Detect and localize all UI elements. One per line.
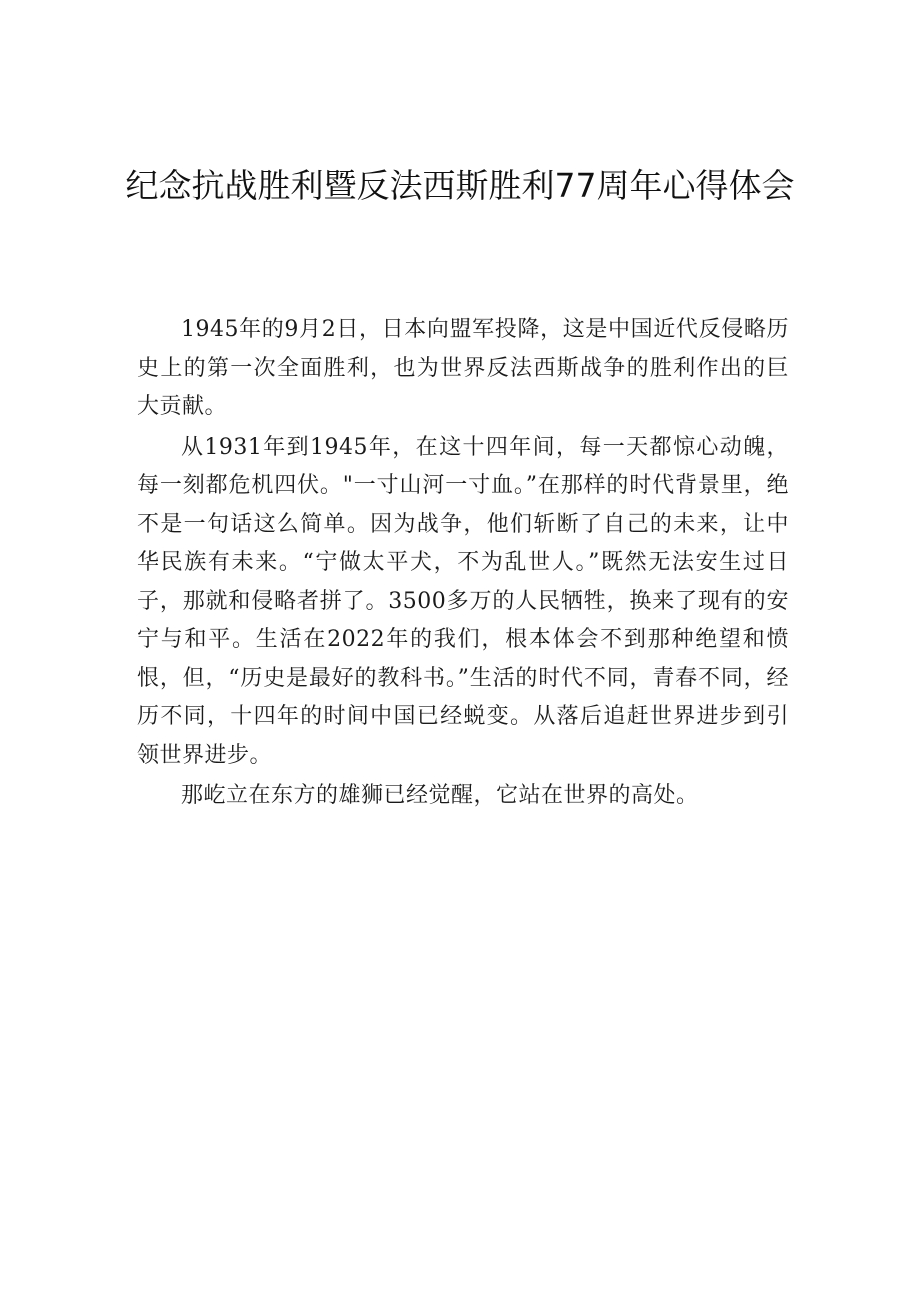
document-title: 纪念抗战胜利暨反法西斯胜利77周年心得体会 — [125, 166, 795, 205]
paragraph-1: 1945年的9月2日，日本向盟军投降，这是中国近代反侵略历史上的第一次全面胜利，也为世界反法西斯战争的胜利作出的巨大贡献。 — [137, 317, 789, 419]
paragraph-2: 从1931年到1945年，在这十四年间，每一天都惊心动魄，每一刻都危机四伏。"一寸山河一寸血。”在那样的时代背景里，绝不是一句话这么简单。因为战争，他们斩断了自己的未来，让中华民族有未来。“宁做太平犬，不为乱世人。”既然无法安生过日子，那就和侵略者拼了。3500多万的人民牺牲，换来了现有的安宁与和平。生活在2022年的我们，根本体会不到那种绝望和愤恨，但，“历史是最好的教科书。”生活的时代不同，青春不同，经历不同，十四年的时间中国已经蜕变。从落后追赶世界进步到引领世界进步。 — [137, 434, 789, 768]
paragraph-3: 那屹立在东方的雄狮已经觉醒，它站在世界的高处。 — [181, 783, 699, 808]
document-body — [137, 311, 789, 816]
